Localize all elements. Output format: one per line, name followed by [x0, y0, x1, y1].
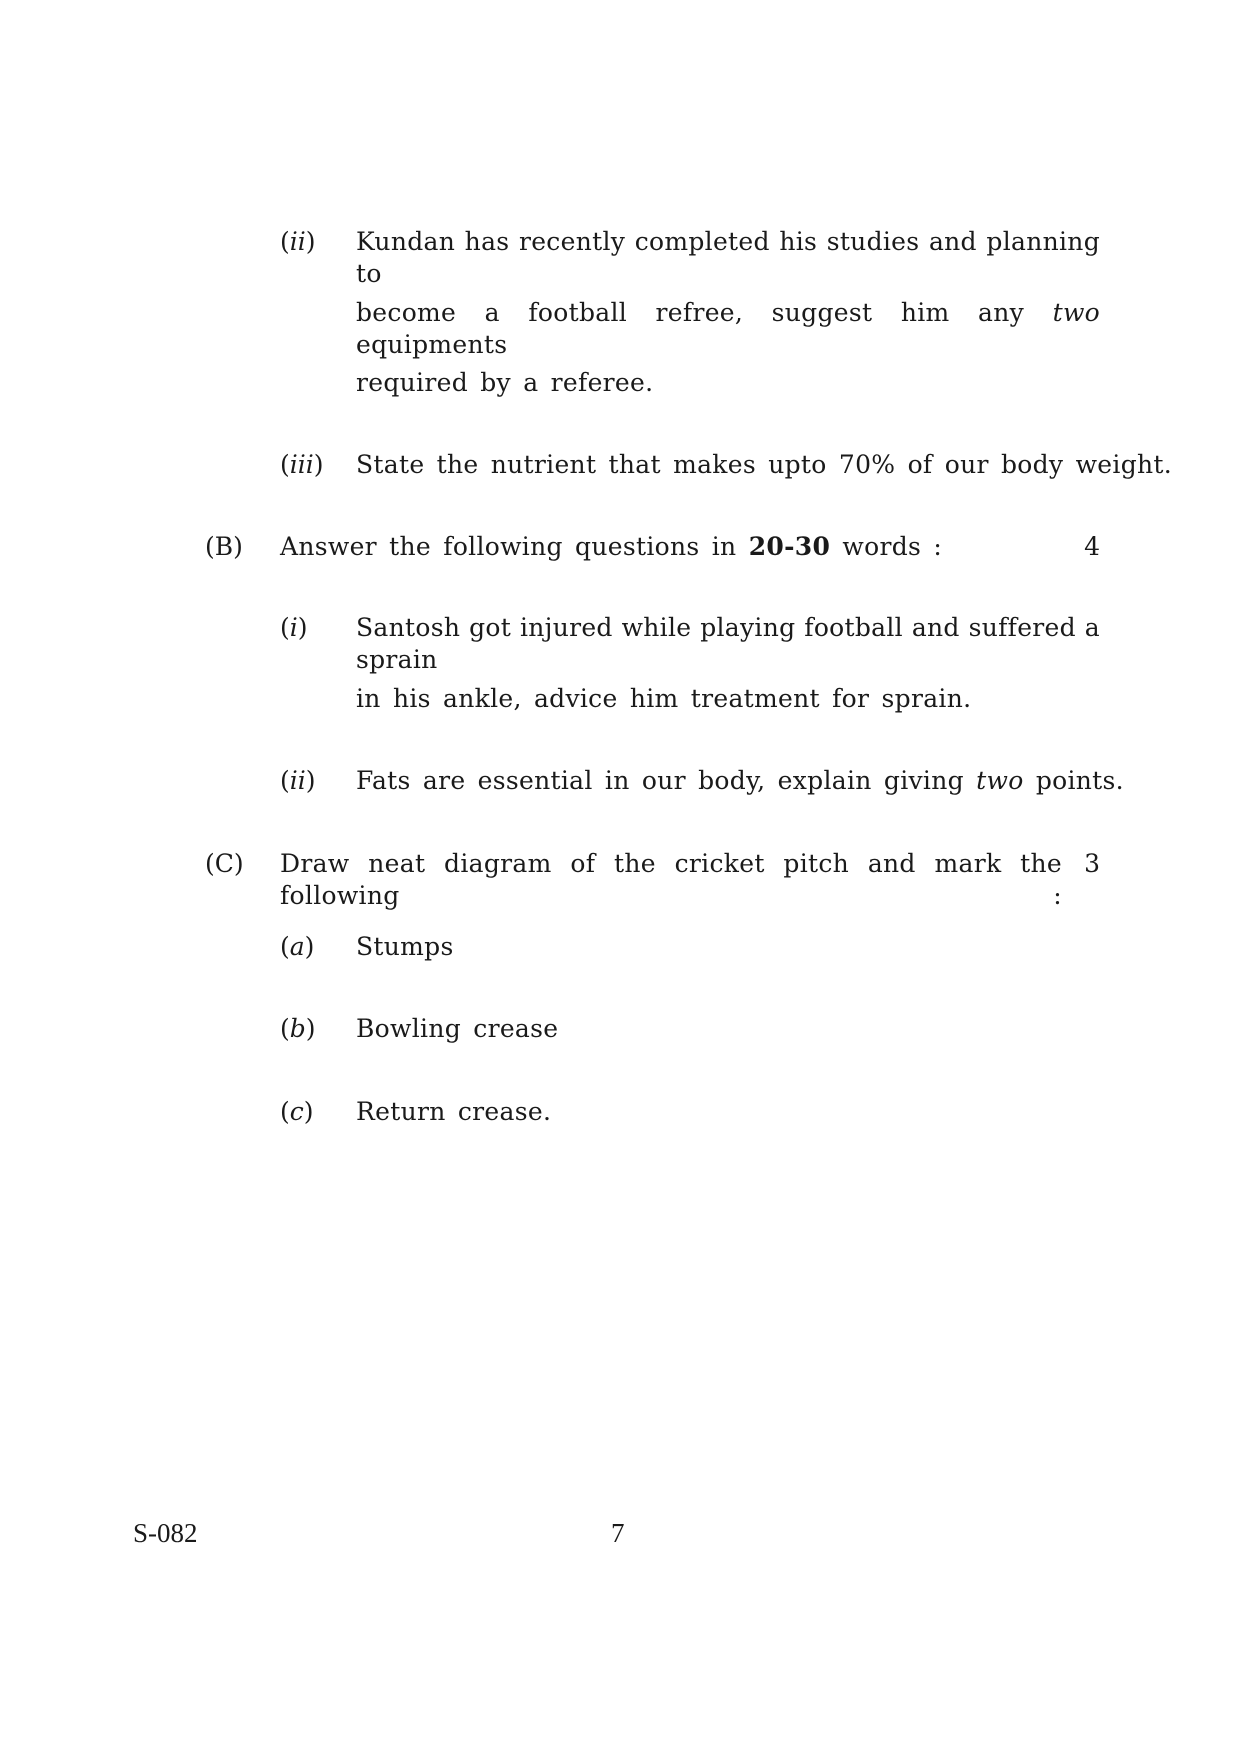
- question-line: Santosh got injured while playing football and suffered a sprain: [356, 613, 1100, 674]
- page-number: 7: [611, 1518, 625, 1548]
- question-line: in his ankle, advice him treatment for sprain.: [356, 684, 972, 713]
- item-marker: (c): [280, 1097, 314, 1126]
- item-marker: (i): [280, 613, 308, 642]
- paper-code: S-082: [133, 1518, 198, 1548]
- question-line: Kundan has recently completed his studies and planning to: [356, 227, 1100, 288]
- question-line: required by a referee.: [356, 368, 654, 397]
- item-marker: (b): [280, 1014, 316, 1043]
- question-line: Return crease.: [356, 1097, 552, 1126]
- section-instruction: Draw neat diagram of the cricket pitch and mark the following :: [280, 849, 1062, 910]
- item-marker: (iii): [280, 450, 324, 479]
- question-line: State the nutrient that makes upto 70% of our body weight.: [356, 450, 1172, 479]
- item-marker: (ii): [280, 766, 316, 795]
- question-line: become a football refree, suggest him any two equipments: [356, 298, 1100, 359]
- section-marker: (B): [205, 532, 243, 561]
- marks-value: 4: [1084, 532, 1100, 561]
- question-line: Fats are essential in our body, explain giving two points.: [356, 766, 1124, 795]
- question-line: Bowling crease: [356, 1014, 559, 1043]
- item-marker: (ii): [280, 227, 316, 256]
- question-line: Stumps: [356, 932, 454, 961]
- section-instruction: Answer the following questions in 20-30 words :: [280, 532, 943, 561]
- section-marker: (C): [205, 849, 244, 878]
- marks-value: 3: [1084, 849, 1100, 878]
- item-marker: (a): [280, 932, 315, 961]
